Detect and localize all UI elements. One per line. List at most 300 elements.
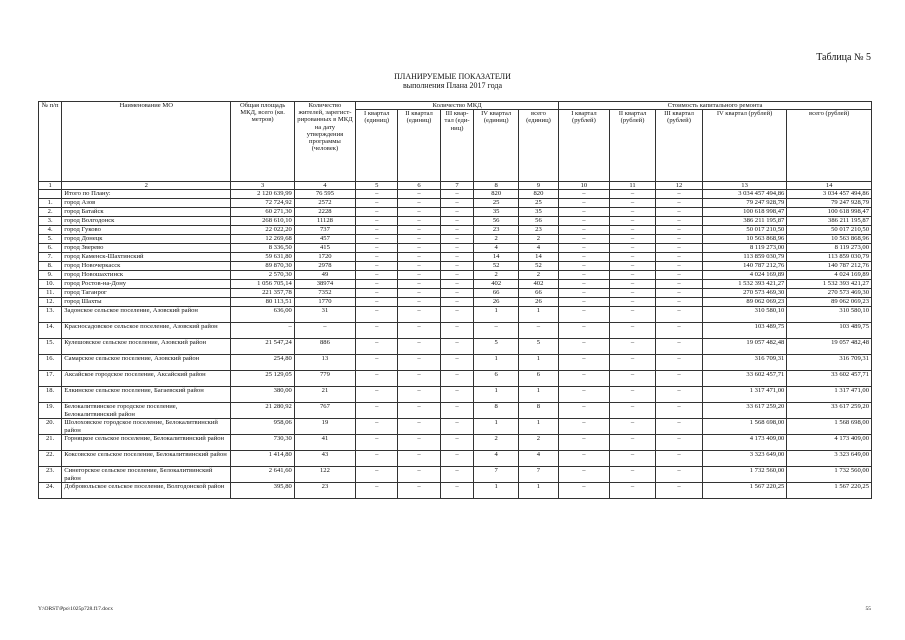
table-cell: –	[356, 253, 398, 262]
col-header-residents: Количество жителей, зарегист-рированных в МКД на дату утверждения программы (человек)	[294, 102, 355, 182]
col-header-mkd-q4: IV квартал (единиц)	[474, 110, 518, 182]
table-cell: –	[609, 403, 656, 419]
table-cell: –	[440, 483, 474, 499]
table-cell: –	[656, 298, 703, 307]
table-cell: –	[609, 280, 656, 289]
col-number: 14	[787, 182, 872, 190]
table-cell: 41	[294, 435, 355, 451]
table-cell: –	[398, 451, 440, 467]
table-cell: –	[518, 323, 558, 339]
table-cell: 1	[518, 419, 558, 435]
table-cell: 1 567 220,25	[702, 483, 787, 499]
table-cell: –	[440, 307, 474, 323]
table-cell: –	[609, 208, 656, 217]
table-cell: –	[398, 307, 440, 323]
table-cell: –	[609, 271, 656, 280]
table-cell: 8.	[39, 262, 62, 271]
table-cell: 5.	[39, 235, 62, 244]
table-cell: 4	[474, 451, 518, 467]
table-cell: –	[356, 419, 398, 435]
table-cell: город Каменск-Шахтинский	[62, 253, 231, 262]
table-cell: 820	[474, 190, 518, 199]
table-cell: –	[559, 483, 610, 499]
table-cell: 1 568 698,00	[787, 419, 872, 435]
table-cell: –	[440, 435, 474, 451]
table-cell: 5	[518, 339, 558, 355]
table-cell: –	[398, 262, 440, 271]
table-cell: 254,80	[231, 355, 294, 371]
table-cell: –	[609, 371, 656, 387]
document-title	[0, 72, 905, 90]
table-cell: 767	[294, 403, 355, 419]
table-cell: 19 057 482,48	[787, 339, 872, 355]
col-number: 9	[518, 182, 558, 190]
table-cell: –	[440, 387, 474, 403]
table-row	[39, 323, 872, 339]
table-cell: –	[440, 371, 474, 387]
table-cell: –	[356, 307, 398, 323]
table-cell: 22 022,20	[231, 226, 294, 235]
table-cell: –	[440, 403, 474, 419]
table-cell: –	[398, 355, 440, 371]
table-row	[39, 235, 872, 244]
col-header-mkd-q1: I квартал (единиц)	[356, 110, 398, 182]
table-cell: –	[440, 355, 474, 371]
table-cell: 35	[474, 208, 518, 217]
table-cell: Горняцкое сельское поселение, Белокалитвинский район	[62, 435, 231, 451]
table-cell	[39, 190, 62, 199]
table-cell: –	[398, 298, 440, 307]
table-cell: –	[356, 235, 398, 244]
table-cell: –	[559, 339, 610, 355]
table-cell: 636,00	[231, 307, 294, 323]
table-cell: 103 489,75	[787, 323, 872, 339]
table-cell: 779	[294, 371, 355, 387]
col-number: 1	[39, 182, 62, 190]
table-cell: 12 269,68	[231, 235, 294, 244]
table-cell: 10 563 868,96	[702, 235, 787, 244]
table-cell: 80 113,51	[231, 298, 294, 307]
table-cell: 8 336,50	[231, 244, 294, 253]
table-row	[39, 403, 872, 419]
table-cell: –	[559, 387, 610, 403]
table-cell: 4	[518, 451, 558, 467]
table-cell: 737	[294, 226, 355, 235]
table-cell: 25	[518, 199, 558, 208]
table-cell: 7.	[39, 253, 62, 262]
col-header-mkd-q3: III квар-тал (еди-ниц)	[440, 110, 474, 182]
table-cell: –	[559, 262, 610, 271]
table-cell: 19.	[39, 403, 62, 419]
table-cell: 2	[518, 271, 558, 280]
col-number: 5	[356, 182, 398, 190]
table-cell: –	[609, 289, 656, 298]
table-cell: –	[440, 289, 474, 298]
table-cell: город Азов	[62, 199, 231, 208]
table-row	[39, 226, 872, 235]
table-cell: 33 617 259,20	[787, 403, 872, 419]
title-line: ПЛАНИРУЕМЫЕ ПОКАЗАТЕЛИ	[394, 72, 511, 81]
table-cell: 1 056 705,14	[231, 280, 294, 289]
table-cell: –	[440, 226, 474, 235]
table-row	[39, 280, 872, 289]
table-cell: 1 567 220,25	[787, 483, 872, 499]
table-cell: 402	[518, 280, 558, 289]
table-cell: 310 580,10	[787, 307, 872, 323]
table-cell: 221 357,78	[231, 289, 294, 298]
page-number: 55	[865, 606, 871, 612]
table-cell: –	[609, 339, 656, 355]
col-number: 12	[656, 182, 703, 190]
table-cell: –	[656, 355, 703, 371]
table-cell: –	[609, 467, 656, 483]
table-cell: 50 017 210,50	[702, 226, 787, 235]
table-row	[39, 467, 872, 483]
table-cell: 19	[294, 419, 355, 435]
table-cell: –	[656, 226, 703, 235]
table-cell: –	[356, 262, 398, 271]
table-row	[39, 419, 872, 435]
table-cell: –	[398, 467, 440, 483]
table-cell: 2.	[39, 208, 62, 217]
table-cell: 76 595	[294, 190, 355, 199]
indicators-table	[38, 101, 872, 499]
table-cell: –	[609, 298, 656, 307]
table-cell: –	[398, 280, 440, 289]
table-cell: 6.	[39, 244, 62, 253]
table-cell: –	[398, 483, 440, 499]
table-cell: –	[609, 217, 656, 226]
table-cell: Елкинское сельское поселение, Багаевский район	[62, 387, 231, 403]
table-cell: Красносадовское сельское поселение, Азовский район	[62, 323, 231, 339]
table-cell: 2	[518, 235, 558, 244]
col-group-cost: Стоимость капитального ремонта	[559, 102, 872, 110]
table-cell: –	[559, 307, 610, 323]
table-cell: –	[356, 483, 398, 499]
table-cell: –	[656, 467, 703, 483]
table-cell: город Зверево	[62, 244, 231, 253]
table-cell: 9.	[39, 271, 62, 280]
table-row	[39, 355, 872, 371]
table-row	[39, 307, 872, 323]
table-cell: 4 173 409,00	[702, 435, 787, 451]
table-cell: Аксайское городское поселение, Аксайский район	[62, 371, 231, 387]
table-cell: –	[398, 199, 440, 208]
table-cell: 2	[518, 435, 558, 451]
table-cell: 386 211 195,87	[787, 217, 872, 226]
table-cell: 26	[474, 298, 518, 307]
table-cell: 3 323 649,00	[787, 451, 872, 467]
table-cell: –	[559, 190, 610, 199]
table-cell: –	[398, 339, 440, 355]
table-cell: 4 173 409,00	[787, 435, 872, 451]
table-cell: –	[609, 307, 656, 323]
table-row	[39, 271, 872, 280]
table-cell: –	[440, 217, 474, 226]
table-cell: –	[656, 403, 703, 419]
table-cell: –	[656, 387, 703, 403]
table-cell: 3 034 457 494,86	[787, 190, 872, 199]
table-cell: –	[559, 403, 610, 419]
table-cell: –	[440, 298, 474, 307]
table-cell: –	[440, 271, 474, 280]
table-cell: 386 211 195,87	[702, 217, 787, 226]
table-cell: –	[356, 217, 398, 226]
table-cell: –	[656, 435, 703, 451]
table-cell: –	[440, 323, 474, 339]
table-cell: Задонское сельское поселение, Азовский район	[62, 307, 231, 323]
table-cell: 113 859 030,79	[702, 253, 787, 262]
table-cell: 79 247 928,79	[702, 199, 787, 208]
table-cell: –	[356, 371, 398, 387]
table-cell: –	[440, 253, 474, 262]
table-cell: –	[398, 323, 440, 339]
table-cell: –	[656, 307, 703, 323]
table-cell: Кулешовское сельское поселение, Азовский район	[62, 339, 231, 355]
table-cell: –	[440, 451, 474, 467]
table-cell: 19 057 482,48	[702, 339, 787, 355]
table-cell: 14	[474, 253, 518, 262]
table-cell: 14.	[39, 323, 62, 339]
table-cell: 72 724,92	[231, 199, 294, 208]
col-header-mkd-q2: II квартал (единиц)	[398, 110, 440, 182]
table-cell: –	[559, 208, 610, 217]
table-cell: –	[398, 419, 440, 435]
table-cell: –	[356, 298, 398, 307]
table-cell: –	[656, 280, 703, 289]
table-cell: –	[356, 271, 398, 280]
table-cell: –	[559, 298, 610, 307]
table-cell: 8 119 273,00	[787, 244, 872, 253]
table-cell: 10 563 868,96	[787, 235, 872, 244]
table-cell: город Ростов-на-Дону	[62, 280, 231, 289]
table-cell: –	[559, 419, 610, 435]
table-cell: 12.	[39, 298, 62, 307]
table-cell: 1 414,80	[231, 451, 294, 467]
table-cell: –	[559, 280, 610, 289]
table-cell: –	[474, 323, 518, 339]
table-cell: –	[398, 387, 440, 403]
table-cell: 100 618 998,47	[787, 208, 872, 217]
col-number: 6	[398, 182, 440, 190]
table-cell: 1	[518, 355, 558, 371]
table-cell: 113 859 030,79	[787, 253, 872, 262]
table-cell: 11.	[39, 289, 62, 298]
table-cell: 1	[474, 419, 518, 435]
table-cell: Коксовское сельское поселение, Белокалитвинский район	[62, 451, 231, 467]
table-cell: 270 573 469,30	[787, 289, 872, 298]
table-cell: –	[609, 199, 656, 208]
table-cell: –	[356, 339, 398, 355]
table-cell: 43	[294, 451, 355, 467]
table-cell: 7	[518, 467, 558, 483]
table-cell: 1 732 560,00	[702, 467, 787, 483]
table-cell: 7	[474, 467, 518, 483]
table-cell: –	[440, 199, 474, 208]
table-cell: город Шахты	[62, 298, 231, 307]
table-cell: –	[356, 323, 398, 339]
table-cell: –	[356, 403, 398, 419]
table-cell: 66	[518, 289, 558, 298]
table-cell: 8	[474, 403, 518, 419]
table-cell: 2978	[294, 262, 355, 271]
table-row	[39, 483, 872, 499]
table-cell: 4	[518, 244, 558, 253]
table-cell: –	[656, 339, 703, 355]
table-cell: –	[356, 451, 398, 467]
col-header-num: № п/п	[39, 102, 62, 182]
table-cell: 10.	[39, 280, 62, 289]
table-cell: 395,80	[231, 483, 294, 499]
table-cell: –	[356, 289, 398, 298]
table-body	[39, 190, 872, 499]
table-cell: 23.	[39, 467, 62, 483]
table-cell: 886	[294, 339, 355, 355]
col-number: 13	[702, 182, 787, 190]
table-cell: 13	[294, 355, 355, 371]
table-cell: 60 271,30	[231, 208, 294, 217]
table-cell: 56	[518, 217, 558, 226]
col-header-cost-total: всего (рублей)	[787, 110, 872, 182]
table-cell: –	[559, 289, 610, 298]
table-cell: 1 317 471,00	[702, 387, 787, 403]
table-cell: –	[559, 235, 610, 244]
table-cell: –	[294, 323, 355, 339]
table-cell: 140 787 212,76	[787, 262, 872, 271]
table-cell: 1	[474, 355, 518, 371]
table-cell: 22.	[39, 451, 62, 467]
table-cell: –	[656, 190, 703, 199]
table-cell: город Донецк	[62, 235, 231, 244]
table-cell: Итого по Плану:	[62, 190, 231, 199]
table-cell: 5	[474, 339, 518, 355]
table-cell: 316 709,31	[787, 355, 872, 371]
table-cell: –	[440, 244, 474, 253]
table-cell: 16.	[39, 355, 62, 371]
col-header-cost-q1: I квартал (рублей)	[559, 110, 610, 182]
table-cell: 15.	[39, 339, 62, 355]
table-cell: –	[356, 226, 398, 235]
table-cell: Шолоховское городское поселение, Белокалитвинский район	[62, 419, 231, 435]
table-cell: –	[656, 217, 703, 226]
table-cell: 1	[518, 483, 558, 499]
table-cell: –	[440, 467, 474, 483]
table-cell: 316 709,31	[702, 355, 787, 371]
col-header-cost-q2: II квартал (рублей)	[609, 110, 656, 182]
table-cell: –	[559, 199, 610, 208]
table-cell: 2	[474, 435, 518, 451]
table-cell: –	[398, 244, 440, 253]
table-cell: 23	[294, 483, 355, 499]
table-cell: –	[356, 467, 398, 483]
table-cell: 33 602 457,71	[787, 371, 872, 387]
table-row	[39, 371, 872, 387]
col-header-cost-q4: IV квартал (рублей)	[702, 110, 787, 182]
table-cell: 25	[474, 199, 518, 208]
subtitle-line: выполнения Плана 2017 года	[402, 81, 503, 90]
table-cell: –	[609, 244, 656, 253]
table-cell: –	[609, 483, 656, 499]
table-row	[39, 244, 872, 253]
table-cell: –	[656, 371, 703, 387]
table-cell: 33 602 457,71	[702, 371, 787, 387]
table-cell: 31	[294, 307, 355, 323]
table-row	[39, 339, 872, 355]
table-cell: город Новошахтинск	[62, 271, 231, 280]
file-path: Y:\ORST\Ppo\1025p728.f17.docx	[38, 606, 113, 612]
table-cell: –	[609, 262, 656, 271]
table-cell: Добровольское сельское поселение, Волгодонской район	[62, 483, 231, 499]
table-cell: –	[356, 435, 398, 451]
table-cell: 24.	[39, 483, 62, 499]
table-cell: 1	[474, 307, 518, 323]
table-cell: 730,30	[231, 435, 294, 451]
table-cell: 7352	[294, 289, 355, 298]
table-cell: 103 489,75	[702, 323, 787, 339]
table-cell: 89 062 069,23	[787, 298, 872, 307]
table-cell: 23	[474, 226, 518, 235]
table-cell: 18.	[39, 387, 62, 403]
table-cell: –	[356, 355, 398, 371]
table-cell: 1 317 471,00	[787, 387, 872, 403]
table-cell: 1 732 560,00	[787, 467, 872, 483]
table-cell: 3.	[39, 217, 62, 226]
table-cell: 6	[474, 371, 518, 387]
table-cell: город Батайск	[62, 208, 231, 217]
table-cell: –	[398, 253, 440, 262]
col-number: 2	[62, 182, 231, 190]
table-cell: –	[559, 217, 610, 226]
table-cell: 11128	[294, 217, 355, 226]
table-cell: 1	[474, 387, 518, 403]
col-number: 10	[559, 182, 610, 190]
col-number: 4	[294, 182, 355, 190]
table-cell: –	[398, 403, 440, 419]
table-cell: –	[559, 323, 610, 339]
table-cell: –	[559, 226, 610, 235]
table-cell: 25 129,05	[231, 371, 294, 387]
table-cell: –	[559, 451, 610, 467]
table-cell: –	[398, 217, 440, 226]
table-cell: –	[656, 199, 703, 208]
table-cell: 415	[294, 244, 355, 253]
col-number: 8	[474, 182, 518, 190]
table-cell: 1	[474, 483, 518, 499]
table-cell: –	[559, 355, 610, 371]
col-header-cost-q3: III квартал (рублей)	[656, 110, 703, 182]
table-cell: –	[440, 419, 474, 435]
table-cell: 3 034 457 494,86	[702, 190, 787, 199]
table-cell: 1	[518, 387, 558, 403]
table-cell: 4	[474, 244, 518, 253]
table-cell: –	[356, 208, 398, 217]
table-cell: 380,00	[231, 387, 294, 403]
table-cell: 14	[518, 253, 558, 262]
table-cell: 13.	[39, 307, 62, 323]
table-cell: –	[559, 244, 610, 253]
table-cell: 38974	[294, 280, 355, 289]
table-cell: –	[609, 235, 656, 244]
table-row	[39, 387, 872, 403]
table-cell: 1770	[294, 298, 355, 307]
table-cell: –	[656, 208, 703, 217]
table-cell: 50 017 210,50	[787, 226, 872, 235]
total-row	[39, 190, 872, 199]
col-number: 3	[231, 182, 294, 190]
table-cell: –	[609, 451, 656, 467]
table-cell: –	[609, 435, 656, 451]
table-cell: 1 532 393 421,27	[702, 280, 787, 289]
